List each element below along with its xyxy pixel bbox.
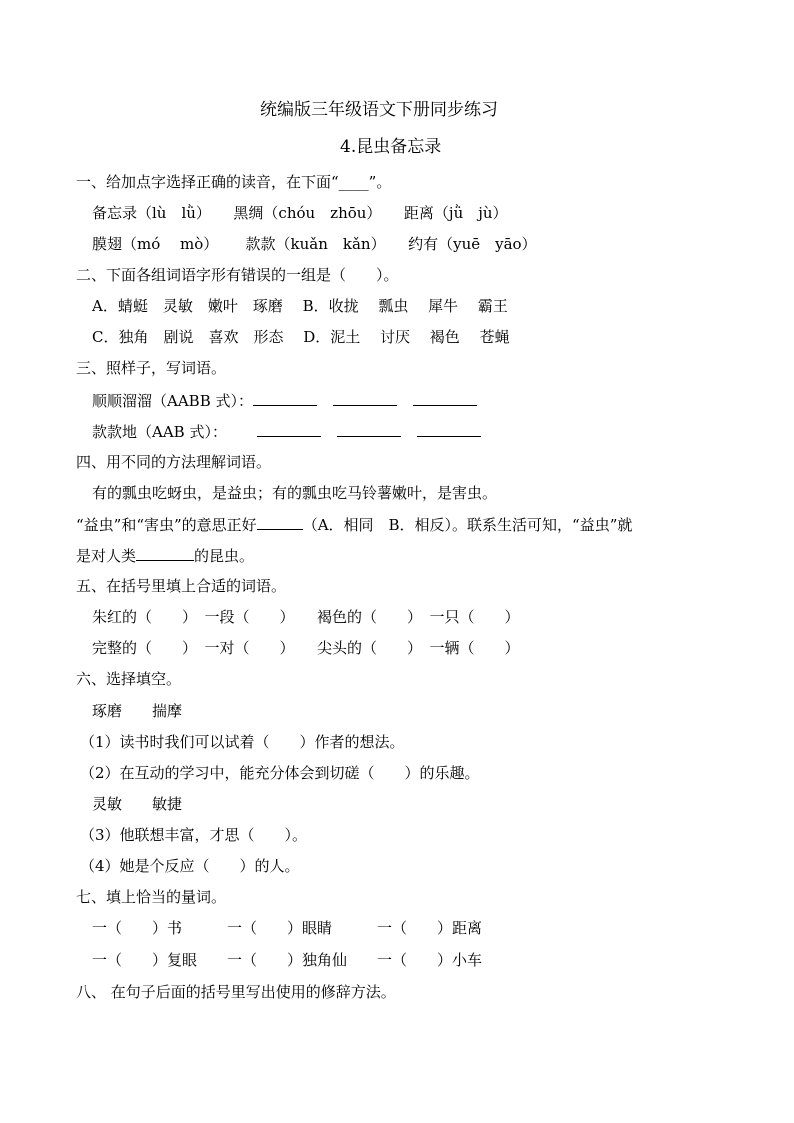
section-6-question-4: （4）她是个反应（ ）的人。 <box>80 857 300 875</box>
answer-blank[interactable] <box>253 390 317 406</box>
section-1-row-2: 膜翅（mó mò） 款款（kuǎn kǎn） 约有（yuē yāo） <box>92 235 537 253</box>
section-1-heading: 一、给加点字选择正确的读音，在下面“____”。 <box>76 173 392 191</box>
section-2-row-2: C．独角 剧说 喜欢 形态 D．泥土 讨厌 褐色 苍蝇 <box>92 328 510 346</box>
section-4-sentence: 有的瓢虫吃蚜虫，是益虫；有的瓢虫吃马铃薯嫩叶，是害虫。 <box>92 484 498 502</box>
section-2-heading: 二、下面各组词语字形有错误的一组是（ ）。 <box>76 266 399 284</box>
section-3-row-2 <box>92 421 497 441</box>
answer-blank[interactable] <box>257 421 321 437</box>
lesson-title: 4.昆虫备忘录 <box>340 137 442 157</box>
question-text: （A．相同 B．相反）。联系生活可知，“益虫”就 <box>302 516 633 534</box>
answer-blank[interactable] <box>337 421 401 437</box>
question-text: 是对人类 <box>76 547 137 565</box>
section-4-question-2 <box>76 545 254 565</box>
section-7-row-2: 一（ ）复眼 一（ ）独角仙 一（ ）小车 <box>92 951 483 969</box>
section-1-row-1: 备忘录（lù lǜ） 黑绸（chóu zhōu） 距离（jǜ jù） <box>92 204 508 222</box>
question-text: “益虫”和“害虫”的意思正好 <box>76 516 257 534</box>
question-text: 的昆虫。 <box>194 547 255 565</box>
answer-blank[interactable] <box>136 545 194 561</box>
section-3-heading: 三、照样子，写词语。 <box>76 359 227 377</box>
section-6-question-2: （2）在互动的学习中，能充分体会到切磋（ ）的乐趣。 <box>80 764 480 782</box>
section-3-row-1 <box>92 390 493 410</box>
section-7-heading: 七、填上恰当的量词。 <box>76 888 227 906</box>
pattern-label-aab: 款款地（AAB 式）： <box>92 423 227 441</box>
section-5-row-2: 完整的（ ） 一对（ ） 尖头的（ ） 一辆（ ） <box>92 639 520 657</box>
section-6-word-choices-1: 琢磨 揣摩 <box>92 702 183 720</box>
section-5-row-1: 朱红的（ ） 一段（ ） 褐色的（ ） 一只（ ） <box>92 608 520 626</box>
section-6-question-1: （1）读书时我们可以试着（ ）作者的想法。 <box>80 733 405 751</box>
answer-blank[interactable] <box>257 514 303 530</box>
section-5-heading: 五、在括号里填上合适的词语。 <box>76 577 287 595</box>
section-6-heading: 六、选择填空。 <box>76 670 182 688</box>
pattern-label-aabb: 顺顺溜溜（AABB 式）： <box>92 392 253 410</box>
answer-blank[interactable] <box>413 390 477 406</box>
answer-blank[interactable] <box>333 390 397 406</box>
section-7-row-1: 一（ ）书 一（ ）眼睛 一（ ）距离 <box>92 919 483 937</box>
section-8-heading: 八、 在句子后面的括号里写出使用的修辞方法。 <box>76 983 396 1001</box>
section-6-word-choices-2: 灵敏 敏捷 <box>92 795 183 813</box>
section-4-heading: 四、用不同的方法理解词语。 <box>76 453 272 471</box>
answer-blank[interactable] <box>417 421 481 437</box>
section-6-question-3: （3）他联想丰富，才思（ ）。 <box>80 826 308 844</box>
page-title: 统编版三年级语文下册同步练习 <box>260 100 498 120</box>
section-2-row-1: A．蜻蜓 灵敏 嫩叶 琢磨 B．收拢 瓢虫 犀牛 霸王 <box>92 297 508 315</box>
section-4-question-1 <box>76 514 632 534</box>
